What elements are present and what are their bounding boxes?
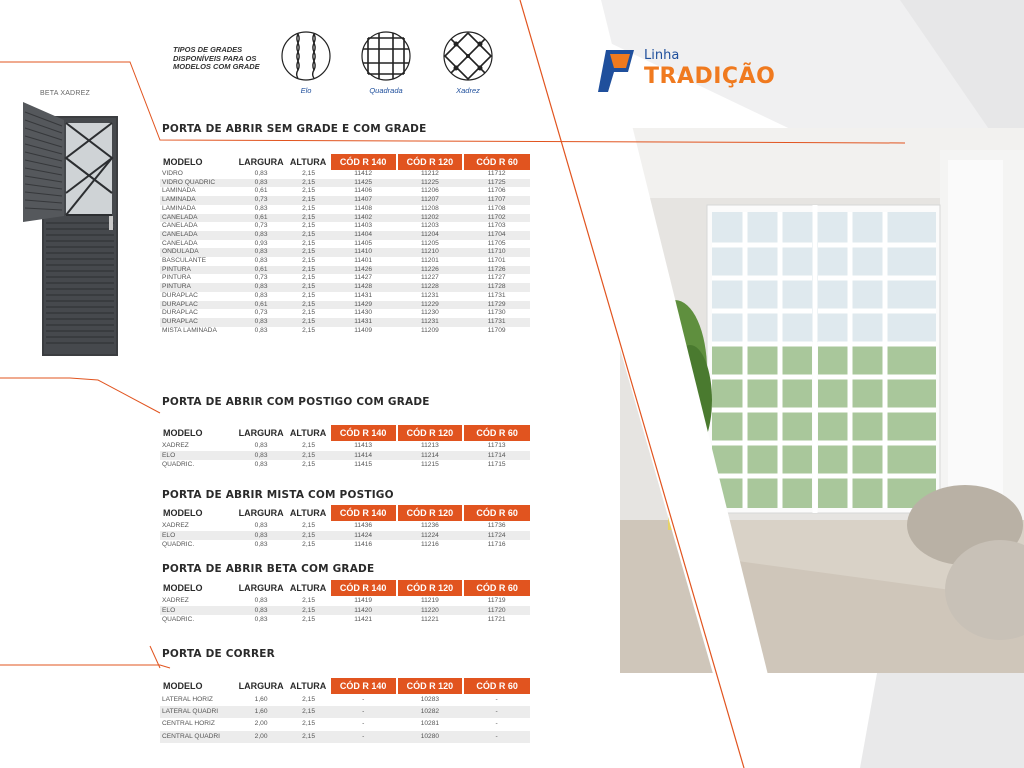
table-row: [160, 521, 530, 531]
cell-modelo: VIDRO: [162, 170, 183, 177]
cell-largura: 0,61: [235, 266, 288, 275]
cell-cod-r60: -: [495, 720, 498, 728]
col-cod-r140: CÓD R 140: [330, 505, 397, 521]
cell-cod-r60: 11701: [487, 257, 506, 265]
col-cod-r120: CÓD R 120: [397, 505, 464, 521]
cell-modelo: PINTURA: [160, 283, 235, 292]
cell-altura: 2,15: [302, 291, 315, 299]
cell-cod-r120: 11221: [420, 616, 439, 623]
cell-modelo: CANELADA: [160, 231, 235, 240]
cell-largura: 0,83: [254, 616, 268, 623]
cell-largura: 0,61: [235, 301, 288, 310]
cell-modelo: QUADRIC.: [162, 541, 195, 548]
cell-cod-r140: 11431: [354, 291, 373, 299]
cell-cod-r140: 11407: [330, 196, 397, 205]
cell-altura: 2,15: [302, 696, 315, 703]
col-cod-r140: CÓD R 140: [330, 678, 397, 694]
cell-cod-r60: 11702: [463, 214, 530, 223]
grade-elo-caption: Elo: [300, 86, 312, 95]
cell-cod-r120: 11208: [420, 204, 439, 212]
cell-altura: 2,15: [302, 309, 315, 317]
cell-modelo: LAMINADA: [162, 187, 196, 195]
cell-largura: 0,73: [254, 274, 268, 282]
cell-altura: 2,15: [302, 461, 315, 468]
cell-cod-r120: 11227: [420, 274, 439, 282]
table-beta: [160, 580, 530, 625]
table-row: [160, 205, 530, 214]
cell-modelo: LATERAL HORIZ: [162, 696, 213, 703]
col-cod-r140: CÓD R 140: [330, 580, 397, 596]
cell-cod-r120: 10280: [397, 731, 464, 743]
cell-largura: 0,61: [235, 214, 288, 223]
cell-largura: 0,83: [254, 461, 268, 468]
cell-cod-r120: 11225: [397, 179, 464, 188]
cell-cod-r60: 11720: [463, 606, 530, 616]
col-cod-r120: CÓD R 120: [397, 678, 464, 694]
cell-modelo: LAMINADA: [162, 204, 196, 212]
cell-altura: 2,15: [287, 283, 329, 292]
cell-cod-r120: 11231: [397, 318, 464, 327]
col-cod-r120: CÓD R 120: [397, 154, 464, 170]
table-row: [160, 606, 530, 616]
cell-cod-r120: 11226: [397, 266, 464, 275]
table-row: [160, 327, 530, 336]
grade-quadrada: [356, 30, 416, 95]
cell-largura: 0,83: [235, 179, 288, 188]
cell-modelo: CANELADA: [160, 214, 235, 223]
cell-altura: 2,15: [302, 326, 315, 334]
cell-largura: 0,83: [235, 231, 288, 240]
col-cod-r60: CÓD R 60: [463, 505, 530, 521]
cell-modelo: CENTRAL QUADRI: [160, 731, 235, 743]
cell-cod-r60: 11731: [463, 318, 530, 327]
col-altura: ALTURA: [289, 508, 327, 518]
col-largura: LARGURA: [238, 157, 284, 167]
cell-modelo: VIDRO QUADRIC: [160, 179, 235, 188]
cell-cod-r60: 11724: [463, 531, 530, 541]
cell-largura: 0,83: [254, 204, 268, 212]
table-row: [160, 266, 530, 275]
cell-cod-r120: 11224: [397, 531, 464, 541]
cell-cod-r120: 11210: [397, 248, 464, 257]
cell-modelo: DURAPLAC: [160, 301, 235, 310]
table-postigo: [160, 425, 530, 470]
cell-cod-r60: 11719: [487, 597, 506, 604]
cell-altura: 2,15: [302, 239, 315, 247]
cell-largura: 1,60: [235, 706, 288, 718]
section-title-correr: PORTA DE CORRER: [162, 648, 275, 660]
cell-modelo: LATERAL QUADRI: [160, 706, 235, 718]
grades-title: TIPOS DE GRADES DISPONÍVEIS PARA OS MODELOS COM GRADE: [173, 45, 260, 71]
cell-cod-r60: 11704: [463, 231, 530, 240]
grade-quadrada-caption: Quadrada: [369, 86, 403, 95]
col-cod-r140: CÓD R 140: [330, 154, 397, 170]
cell-cod-r60: 11731: [487, 291, 506, 299]
cell-cod-r140: 11405: [354, 239, 373, 247]
cell-cod-r140: 11413: [354, 442, 373, 449]
cell-cod-r140: 11412: [354, 170, 373, 177]
cell-modelo: DURAPLAC: [162, 309, 198, 317]
col-cod-r60: CÓD R 60: [463, 154, 530, 170]
cell-cod-r140: 11401: [354, 257, 373, 265]
col-altura: ALTURA: [289, 428, 327, 438]
cell-cod-r60: 11716: [487, 541, 506, 548]
cell-cod-r140: 11425: [330, 179, 397, 188]
cell-modelo: ELO: [160, 451, 235, 461]
cell-largura: 0,93: [254, 239, 268, 247]
cell-cod-r120: 11230: [420, 309, 439, 317]
table-correr: [160, 678, 530, 743]
cell-altura: 2,15: [302, 274, 315, 282]
cell-altura: 2,15: [287, 214, 329, 223]
col-modelo: MODELO: [163, 157, 203, 167]
cell-cod-r120: 11228: [397, 283, 464, 292]
table-row: [160, 248, 530, 257]
col-cod-r140: CÓD R 140: [330, 425, 397, 441]
col-largura: LARGURA: [238, 508, 284, 518]
cell-modelo: ELO: [160, 531, 235, 541]
cell-cod-r120: 11202: [397, 214, 464, 223]
cell-largura: 0,83: [254, 170, 268, 177]
col-altura: ALTURA: [289, 157, 327, 167]
cell-cod-r120: 11213: [420, 442, 439, 449]
table-row: [160, 615, 530, 625]
cell-cod-r120: 11215: [420, 461, 439, 468]
col-largura: LARGURA: [238, 583, 284, 593]
col-modelo: MODELO: [163, 428, 203, 438]
table-row: [160, 309, 530, 318]
cell-cod-r140: 11415: [354, 461, 373, 468]
cell-altura: 2,15: [287, 231, 329, 240]
cell-cod-r120: 11219: [420, 597, 439, 604]
table-row: [160, 460, 530, 470]
cell-largura: 2,00: [235, 731, 288, 743]
brand-mark-icon: [596, 44, 640, 94]
cell-cod-r140: 11427: [354, 274, 373, 282]
cell-modelo: BASCULANTE: [162, 257, 206, 265]
cell-largura: 0,83: [235, 531, 288, 541]
cell-cod-r140: 11419: [354, 597, 373, 604]
cell-cod-r120: 11212: [420, 170, 439, 177]
table-sem-grade: [160, 154, 530, 335]
grade-elo: [276, 30, 336, 95]
table-row: [160, 718, 530, 730]
door-image: [20, 98, 122, 360]
cell-cod-r60: 11714: [463, 451, 530, 461]
cell-altura: 2,15: [302, 222, 315, 230]
cell-cod-r60: 11727: [487, 274, 506, 282]
cell-modelo: XADREZ: [162, 522, 189, 529]
cell-cod-r60: 11712: [487, 170, 506, 177]
cell-cod-r120: 10282: [397, 706, 464, 718]
cell-cod-r140: 11410: [330, 248, 397, 257]
cell-altura: 2,15: [302, 541, 315, 548]
table-mista: [160, 505, 530, 550]
cell-largura: 0,83: [254, 541, 268, 548]
cell-cod-r60: 11708: [487, 204, 506, 212]
cell-altura: 2,15: [302, 616, 315, 623]
cell-cod-r60: 11721: [487, 616, 506, 623]
cell-cod-r140: 11403: [354, 222, 373, 230]
cell-cod-r140: 11414: [330, 451, 397, 461]
cell-cod-r120: 11203: [420, 222, 439, 230]
cell-cod-r60: -: [463, 706, 530, 718]
cell-cod-r60: 11736: [487, 522, 506, 529]
cell-cod-r120: 11209: [420, 326, 439, 334]
table-header: [160, 154, 530, 170]
table-row: [160, 301, 530, 310]
cell-cod-r60: 11709: [487, 326, 506, 334]
cell-largura: 0,61: [254, 187, 268, 195]
col-altura: ALTURA: [289, 681, 327, 691]
cell-largura: 0,83: [254, 442, 268, 449]
grade-xadrez-caption: Xadrez: [456, 86, 480, 95]
cell-modelo: PINTURA: [160, 266, 235, 275]
cell-cod-r120: 11231: [420, 291, 439, 299]
cell-largura: 0,83: [235, 606, 288, 616]
table-header: [160, 580, 530, 596]
cell-cod-r60: -: [463, 731, 530, 743]
cell-cod-r120: 11214: [397, 451, 464, 461]
table-row: [160, 694, 530, 706]
table-row: [160, 731, 530, 743]
cell-cod-r140: 11430: [354, 309, 373, 317]
cell-altura: 2,15: [302, 204, 315, 212]
section-title-sem-grade: PORTA DE ABRIR SEM GRADE E COM GRADE: [162, 123, 427, 135]
cell-altura: 2,15: [302, 257, 315, 265]
cell-altura: 2,15: [302, 597, 315, 604]
cell-largura: 0,83: [235, 318, 288, 327]
grade-quadrada-icon: [360, 30, 412, 82]
cell-cod-r140: 11420: [330, 606, 397, 616]
cell-altura: 2,15: [287, 179, 329, 188]
table-header: [160, 678, 530, 694]
cell-cod-r120: 11236: [420, 522, 439, 529]
cell-modelo: XADREZ: [162, 442, 189, 449]
cell-cod-r120: 11220: [397, 606, 464, 616]
cell-cod-r140: 11426: [330, 266, 397, 275]
cell-cod-r140: 11408: [354, 204, 373, 212]
table-row: [160, 214, 530, 223]
cell-largura: 0,83: [235, 283, 288, 292]
cell-cod-r120: 10283: [420, 696, 440, 703]
table-row: [160, 196, 530, 205]
cell-cod-r140: -: [362, 720, 365, 728]
table-header: [160, 505, 530, 521]
cell-cod-r60: 11707: [463, 196, 530, 205]
cell-modelo: XADREZ: [162, 597, 189, 604]
col-altura: ALTURA: [289, 583, 327, 593]
cell-modelo: QUADRIC.: [162, 616, 195, 623]
cell-cod-r120: 11206: [420, 187, 439, 195]
cell-altura: 2,15: [287, 451, 329, 461]
col-cod-r60: CÓD R 60: [463, 580, 530, 596]
table-row: [160, 240, 530, 249]
cell-modelo: DURAPLAC: [162, 291, 198, 299]
table-row: [160, 187, 530, 196]
cell-largura: 2,00: [254, 720, 268, 728]
grade-xadrez: [438, 30, 498, 95]
cell-cod-r120: 11201: [420, 257, 439, 265]
cell-altura: 2,15: [287, 196, 329, 205]
cell-cod-r140: 11402: [330, 214, 397, 223]
cell-modelo: CANELADA: [162, 222, 198, 230]
cell-cod-r60: 11725: [463, 179, 530, 188]
section-title-mista: PORTA DE ABRIR MISTA COM POSTIGO: [162, 489, 394, 501]
col-cod-r60: CÓD R 60: [463, 678, 530, 694]
cell-altura: 2,15: [287, 606, 329, 616]
table-row: [160, 257, 530, 266]
table-row: [160, 540, 530, 550]
cell-largura: 0,83: [254, 597, 268, 604]
cell-cod-r120: 11216: [420, 541, 439, 548]
cell-cod-r140: 11409: [354, 326, 373, 334]
cell-cod-r140: 11421: [354, 616, 373, 623]
cell-modelo: PINTURA: [162, 274, 191, 282]
cell-altura: 2,15: [287, 248, 329, 257]
cell-largura: 0,73: [254, 309, 268, 317]
brand-logo: [596, 44, 776, 99]
cell-largura: 0,73: [254, 222, 268, 230]
cell-altura: 2,15: [287, 301, 329, 310]
table-row: [160, 274, 530, 283]
table-row: [160, 283, 530, 292]
grade-elo-icon: [280, 30, 332, 82]
cell-largura: 0,83: [235, 451, 288, 461]
cell-cod-r60: 11726: [463, 266, 530, 275]
table-row: [160, 441, 530, 451]
table-row: [160, 222, 530, 231]
table-row: [160, 231, 530, 240]
table-row: [160, 170, 530, 179]
section-title-beta: PORTA DE ABRIR BETA COM GRADE: [162, 563, 375, 575]
cell-altura: 2,15: [302, 170, 315, 177]
cell-largura: 0,83: [254, 257, 268, 265]
cell-cod-r140: -: [330, 731, 397, 743]
cell-cod-r140: 11428: [330, 283, 397, 292]
cell-cod-r60: 11705: [487, 239, 506, 247]
cell-cod-r60: 11703: [487, 222, 506, 230]
table-header: [160, 425, 530, 441]
cell-cod-r120: 10281: [420, 720, 440, 728]
col-modelo: MODELO: [163, 508, 203, 518]
brand-name: TRADIÇÃO: [644, 64, 776, 89]
cell-altura: 2,15: [302, 522, 315, 529]
cell-cod-r60: -: [495, 696, 498, 703]
cell-cod-r140: 11436: [354, 522, 373, 529]
table-row: [160, 292, 530, 301]
cell-cod-r60: 11730: [487, 309, 506, 317]
cell-cod-r120: 11229: [397, 301, 464, 310]
cell-altura: 2,15: [302, 187, 315, 195]
col-largura: LARGURA: [238, 681, 284, 691]
cell-modelo: CENTRAL HORIZ: [162, 720, 215, 728]
col-modelo: MODELO: [163, 583, 203, 593]
cell-altura: 2,15: [302, 720, 315, 728]
cell-largura: 0,83: [254, 291, 268, 299]
cell-cod-r60: 11706: [487, 187, 506, 195]
cell-cod-r140: 11416: [354, 541, 373, 548]
cell-cod-r140: 11406: [354, 187, 373, 195]
cell-modelo: MISTA LAMINADA: [162, 326, 217, 334]
door-label: BETA XADREZ: [40, 90, 90, 97]
table-row: [160, 596, 530, 606]
cell-largura: 0,83: [235, 248, 288, 257]
cell-largura: 0,73: [235, 196, 288, 205]
cell-altura: 2,15: [287, 706, 329, 718]
cell-modelo: QUADRIC.: [162, 461, 195, 468]
cell-largura: 0,83: [254, 522, 268, 529]
col-largura: LARGURA: [238, 428, 284, 438]
table-row: [160, 179, 530, 188]
table-row: [160, 706, 530, 718]
cell-altura: 2,15: [302, 442, 315, 449]
table-row: [160, 318, 530, 327]
cell-altura: 2,15: [287, 531, 329, 541]
cell-cod-r140: -: [362, 696, 365, 703]
grade-xadrez-icon: [442, 30, 494, 82]
cell-altura: 2,15: [287, 266, 329, 275]
cell-modelo: ONDULADA: [160, 248, 235, 257]
cell-modelo: LAMINADA: [160, 196, 235, 205]
col-cod-r60: CÓD R 60: [463, 425, 530, 441]
table-row: [160, 451, 530, 461]
cell-cod-r140: 11429: [330, 301, 397, 310]
cell-modelo: CANELADA: [162, 239, 198, 247]
section-title-postigo: PORTA DE ABRIR COM POSTIGO COM GRADE: [162, 396, 430, 408]
cell-cod-r120: 11205: [420, 239, 439, 247]
cell-modelo: ELO: [160, 606, 235, 616]
col-cod-r120: CÓD R 120: [397, 580, 464, 596]
cell-largura: 0,83: [254, 326, 268, 334]
col-modelo: MODELO: [163, 681, 203, 691]
cell-cod-r140: -: [330, 706, 397, 718]
cell-cod-r120: 11204: [397, 231, 464, 240]
cell-cod-r60: 11729: [463, 301, 530, 310]
cell-cod-r140: 11431: [330, 318, 397, 327]
cell-cod-r60: 11710: [463, 248, 530, 257]
cell-largura: 1,60: [254, 696, 268, 703]
cell-cod-r60: 11713: [487, 442, 506, 449]
cell-cod-r60: 11715: [487, 461, 506, 468]
cell-cod-r140: 11424: [330, 531, 397, 541]
cell-cod-r140: 11404: [330, 231, 397, 240]
cell-altura: 2,15: [287, 731, 329, 743]
col-cod-r120: CÓD R 120: [397, 425, 464, 441]
brand-label: Linha: [644, 48, 680, 63]
cell-cod-r120: 11207: [397, 196, 464, 205]
table-row: [160, 531, 530, 541]
cell-modelo: DURAPLAC: [160, 318, 235, 327]
cell-cod-r60: 11728: [463, 283, 530, 292]
cell-altura: 2,15: [287, 318, 329, 327]
